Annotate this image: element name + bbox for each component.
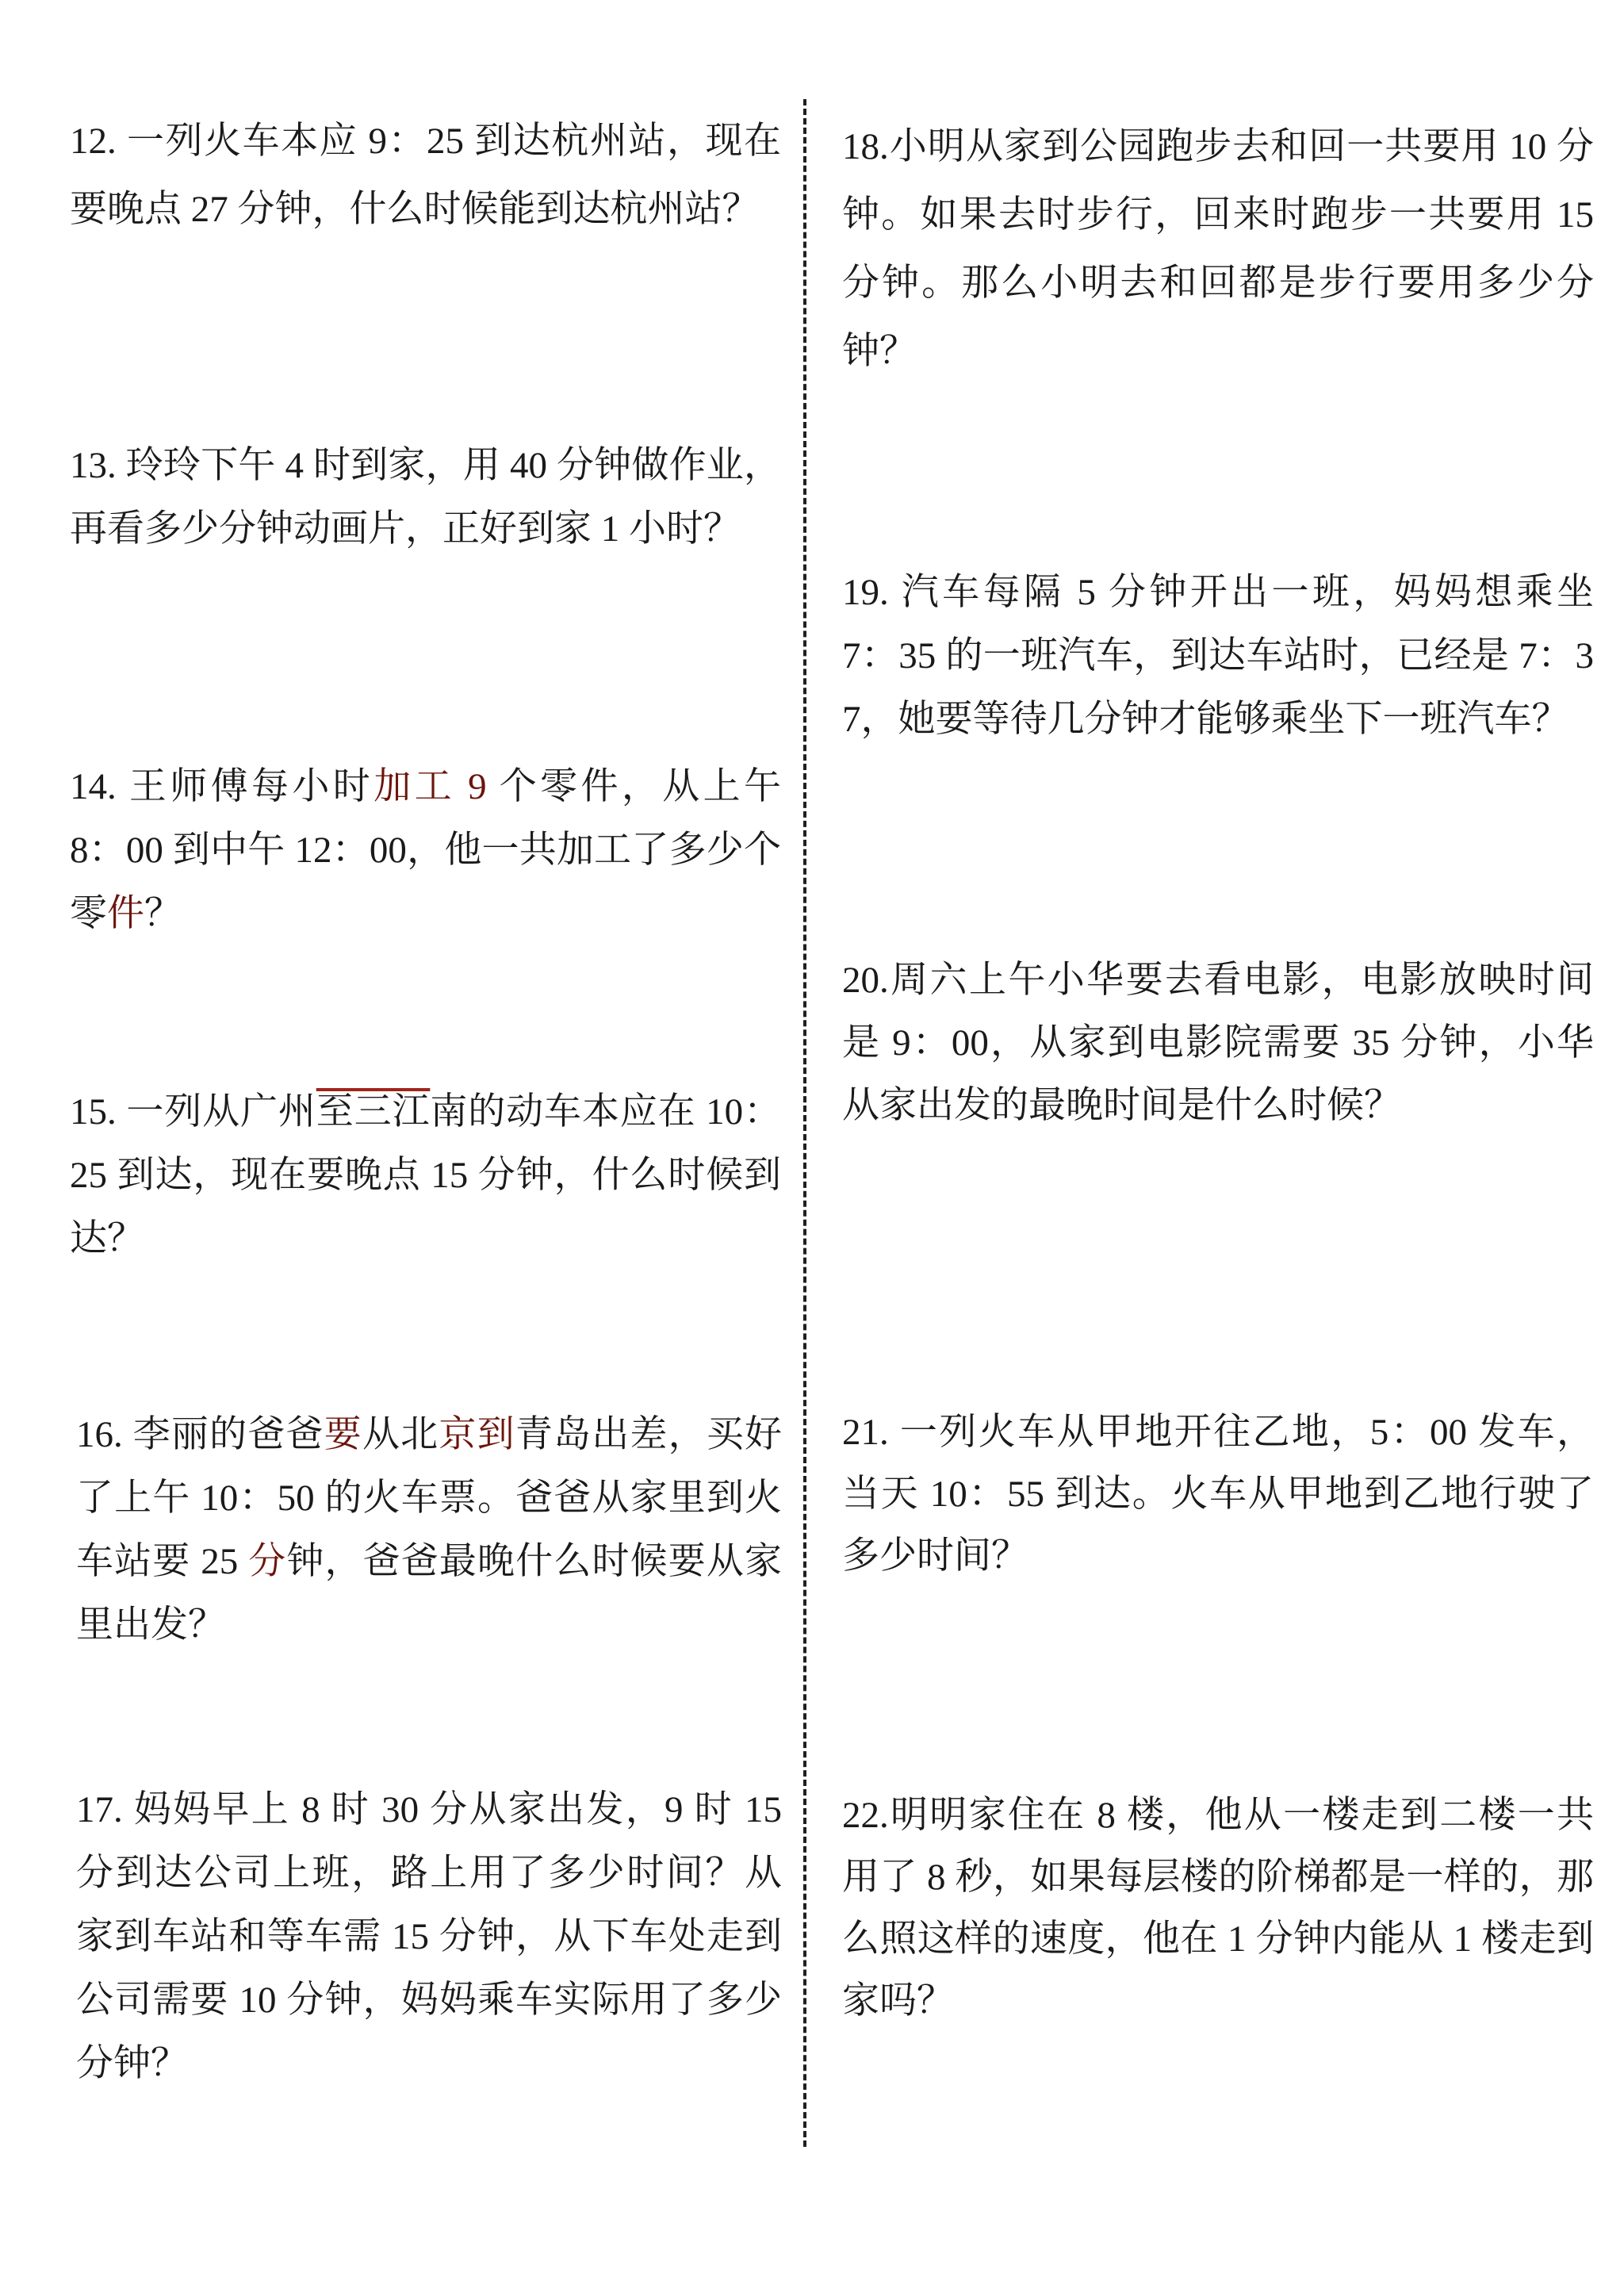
problem-text: 15. 一列从广州	[70, 1091, 316, 1133]
problem-22	[842, 1784, 1594, 2032]
red-overline-annotation: 至三江	[316, 1091, 431, 1133]
problem-20	[842, 949, 1594, 1137]
red-ink-annotation: 要	[324, 1414, 362, 1455]
problem-text: 从北	[362, 1414, 439, 1455]
red-ink-annotation: 京到	[439, 1414, 515, 1455]
problem-text: 13. 玲玲下午 4 时到家，用 40 分钟做作业，再看多少分钟动画片，正好到家 1 小时？	[70, 445, 781, 550]
problem-text: 12. 一列火车本应 9：25 到达杭州站，现在要晚点 27 分钟，什么时候能到达杭州站？	[70, 121, 781, 230]
problem-text: ？	[144, 893, 182, 934]
problem-text: 南的动车本应在 10：25 到达，现在要晚点 15 分钟，什么时候到达？	[70, 1091, 781, 1259]
problem-text: 钟，爸爸最晚什么时候要从家里出发？	[76, 1541, 783, 1646]
red-ink-annotation: 件	[107, 893, 144, 934]
red-ink-annotation: 分	[248, 1541, 287, 1582]
problem-19	[842, 561, 1594, 751]
problem-text: 21. 一列火车从甲地开往乙地，5：00 发车，当天 10：55 到达。火车从甲地到乙地行驶了多少时间？	[842, 1412, 1594, 1577]
problem-text: 个零件，从上午 8：00 到中午 12：00，他一共加工了多少个零	[70, 766, 782, 934]
problem-21	[842, 1401, 1594, 1587]
problem-text: 14. 王师傅每小时	[70, 766, 374, 807]
problem-text: 18.小明从家到公园跑步去和回一共要用 10 分钟。如果去时步行，回来时跑步一共要用 15 分钟。那么小明去和回都是步行要用多少分钟？	[842, 126, 1594, 372]
problem-text: 19. 汽车每隔 5 分钟开出一班，妈妈想乘坐 7：35 的一班汽车，到达车站时，已经是 7：37，她要等待几分钟才能够乘坐下一班汽车？	[842, 572, 1594, 740]
problem-text: 16. 李丽的爸爸	[76, 1414, 324, 1455]
problem-18	[842, 113, 1594, 385]
problem-text: 22.明明家住在 8 楼，他从一楼走到二楼一共用了 8 秒，如果每层楼的阶梯都是一样的，那么照这样的速度，他在 1 分钟内能从 1 楼走到家吗？	[842, 1795, 1594, 2022]
problem-text: 20.周六上午小华要去看电影，电影放映时间是 9：00，从家到电影院需要 35 分钟，小华从家出发的最晚时间是什么时候？	[842, 960, 1594, 1126]
problem-text: 17. 妈妈早上 8 时 30 分从家出发，9 时 15 分到达公司上班，路上用了多少时间？从家到车站和等车需 15 分钟，从下车处走到公司需要 10 分钟，妈妈乘车实际用了多少分钟？	[76, 1789, 782, 2084]
problem-text: 青岛出差，买好了上午 10：50 的火车票。爸爸从家里到火车站要 25	[76, 1414, 783, 1582]
red-ink-annotation: 加工 9	[373, 766, 487, 807]
